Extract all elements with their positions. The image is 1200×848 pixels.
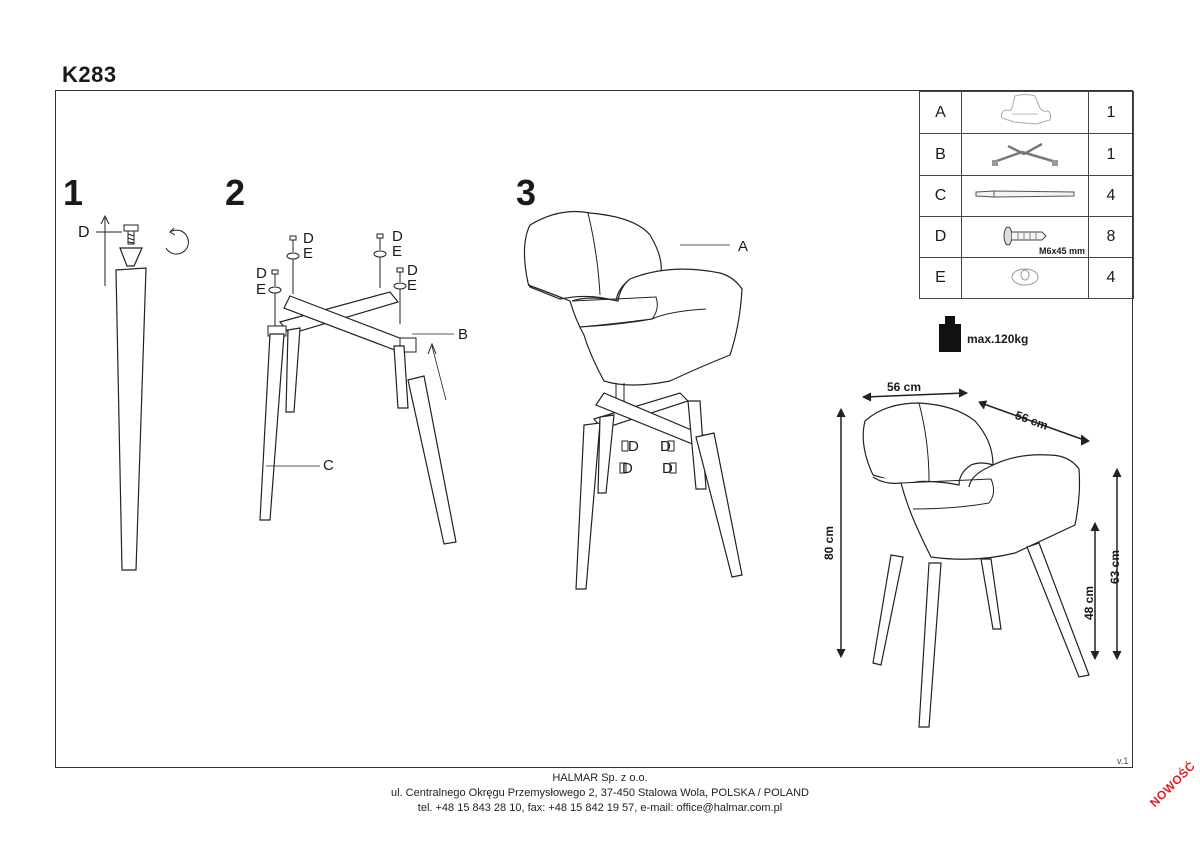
label-b: B [458,326,469,343]
max-load-label: max.120kg [967,332,1029,346]
model-title: K283 [62,62,117,87]
label-d: D [303,230,314,247]
footer-address: ul. Centralnego Okręgu Przemysłowego 2, 37-450 Stalowa Wola, POLSKA / POLAND [390,787,809,799]
label-c: C [323,457,334,474]
label-e: E [303,245,314,262]
part-letter: C [920,176,962,217]
part-qty: 4 [1089,258,1134,299]
part-qty: 8 [1089,217,1134,258]
step-3-number: 3 [516,172,537,213]
version-label: v.1 [1117,756,1129,766]
step-2-number: 2 [225,172,246,213]
step-2-diagram [250,230,480,550]
cross-base-icon [962,134,1089,176]
label-e: E [256,281,267,298]
label-e: E [392,243,403,260]
dimension-seat-height: 48 cm [1082,585,1096,620]
step-1-number: 1 [63,172,84,213]
label-d-step1: D [78,224,90,241]
part-row-c [920,176,1134,217]
dimension-width: 56 cm [887,380,922,394]
label-d: D [256,265,267,282]
label-d: D [622,460,633,477]
label-d: D [660,438,671,455]
new-stamp: NOWOŚĆ [1147,758,1199,810]
label-e: E [407,277,418,294]
part-qty: 1 [1089,92,1134,134]
dimension-armrest-height: 63 cm [1108,549,1122,584]
label-d: D [628,438,639,455]
part-row-e [920,258,1134,299]
label-d: D [392,228,403,245]
dimension-depth: 56 cm [1013,408,1050,433]
footer-company: HALMAR Sp. z o.o. [552,772,648,784]
parts-table [919,91,1134,299]
washer-icon [962,258,1089,299]
dimension-diagram [825,385,1135,735]
footer [0,771,1200,816]
bolt-size-label: M6x45 mm [1038,246,1085,256]
weight-icon [935,314,965,354]
part-letter: E [920,258,962,299]
part-qty: 4 [1089,176,1134,217]
step-3-diagram [520,205,750,595]
step-1-diagram [70,210,200,580]
part-letter: D [920,217,962,258]
chair-seat-icon [962,92,1089,134]
part-letter: B [920,134,962,176]
dimension-height: 80 cm [822,525,836,560]
part-row-d [920,217,1134,258]
leg-icon [962,176,1089,217]
part-letter: A [920,92,962,134]
footer-contact: tel. +48 15 843 28 10, fax: +48 15 842 19 57, e-mail: office@halmar.com.pl [417,802,783,814]
part-row-b [920,134,1134,176]
part-qty: 1 [1089,134,1134,176]
bolt-icon [962,217,1089,258]
label-d: D [407,262,418,279]
part-row-a [920,92,1134,134]
label-a: A [738,238,749,255]
label-d: D [662,460,673,477]
